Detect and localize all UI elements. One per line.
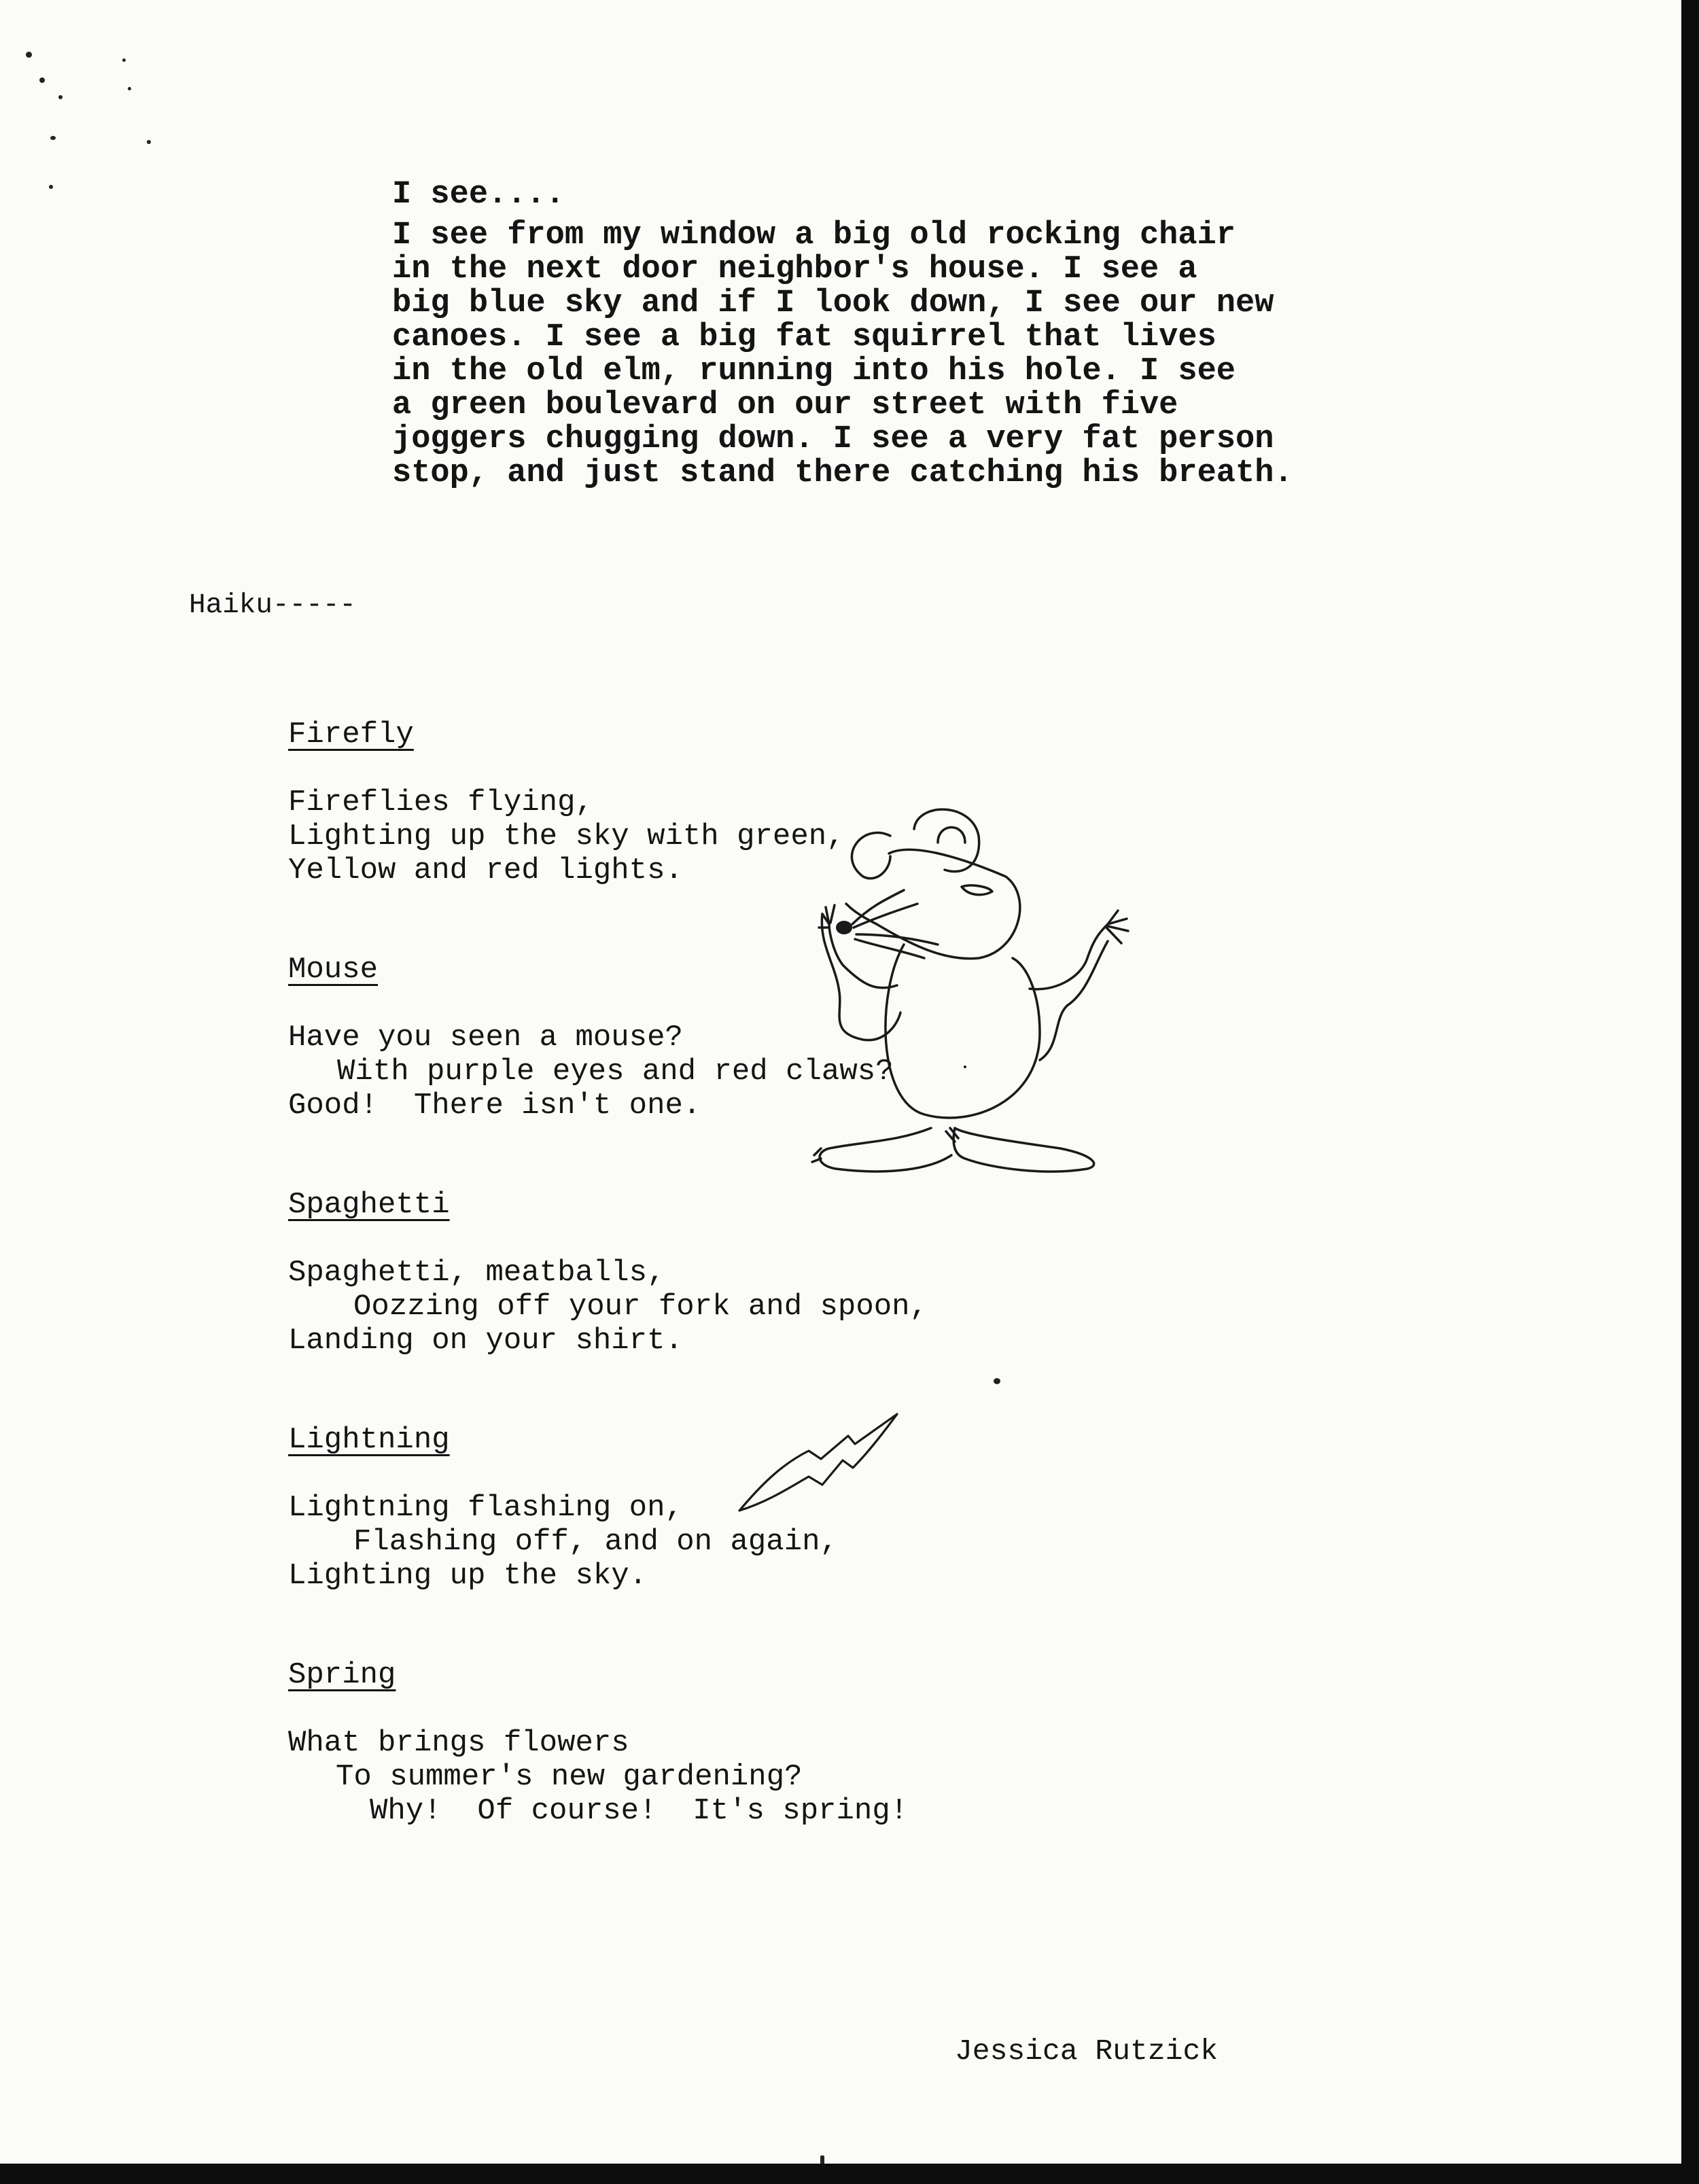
speck bbox=[49, 185, 53, 189]
author-signature: Jessica Rutzick bbox=[955, 2035, 1219, 2068]
poem-line: To summer's new gardening? bbox=[336, 1760, 803, 1794]
poem-line: Landing on your shirt. bbox=[288, 1324, 683, 1358]
poem-line: Oozzing off your fork and spoon, bbox=[353, 1290, 928, 1324]
poem-line: Lighting up the sky. bbox=[288, 1559, 648, 1593]
speck bbox=[128, 87, 131, 90]
poem-title-spaghetti: Spaghetti bbox=[288, 1188, 450, 1222]
haiku-heading: Haiku----- bbox=[189, 590, 357, 621]
poem-line: Good! There isn't one. bbox=[288, 1089, 701, 1123]
prose-line: in the next door neighbor's house. I see a bbox=[392, 251, 1197, 287]
prose-line: in the old elm, running into his hole. I see bbox=[392, 353, 1236, 389]
poem-line: Have you seen a mouse? bbox=[288, 1021, 683, 1055]
prose-line: big blue sky and if I look down, I see our new bbox=[392, 285, 1274, 321]
prose-line: I see from my window a big old rocking chair bbox=[392, 217, 1236, 253]
speck bbox=[122, 58, 126, 62]
poem-title-mouse: Mouse bbox=[288, 953, 379, 987]
poem-line: Why! Of course! It's spring! bbox=[370, 1794, 909, 1828]
speck bbox=[39, 77, 45, 83]
mouse-drawing-icon bbox=[809, 788, 1162, 1203]
poem-title-firefly: Firefly bbox=[288, 718, 414, 752]
poem-line: Flashing off, and on again, bbox=[353, 1525, 838, 1559]
poem-line: Spaghetti, meatballs, bbox=[288, 1256, 665, 1290]
i-see-heading: I see.... bbox=[392, 177, 565, 213]
poem-title-lightning: Lightning bbox=[288, 1423, 450, 1457]
poem-line: What brings flowers bbox=[288, 1726, 629, 1760]
poem-line: Lighting up the sky with green, bbox=[288, 820, 845, 853]
lightning-bolt-icon bbox=[734, 1410, 904, 1519]
prose-line: canoes. I see a big fat squirrel that lives bbox=[392, 319, 1216, 355]
speck bbox=[994, 1378, 1000, 1384]
prose-line: joggers chugging down. I see a very fat person bbox=[392, 421, 1274, 457]
speck bbox=[147, 140, 151, 144]
poem-line: Fireflies flying, bbox=[288, 786, 593, 820]
poem-line: Yellow and red lights. bbox=[288, 853, 683, 887]
speck bbox=[50, 136, 56, 140]
prose-line: stop, and just stand there catching his breath. bbox=[392, 455, 1293, 491]
poem-line: Lightning flashing on, bbox=[288, 1491, 683, 1525]
speck bbox=[58, 95, 63, 99]
speck bbox=[820, 2155, 824, 2164]
prose-line: a green boulevard on our street with five bbox=[392, 387, 1178, 423]
poem-line: With purple eyes and red claws? bbox=[337, 1055, 894, 1089]
poem-title-spring: Spring bbox=[288, 1658, 396, 1692]
speck bbox=[26, 52, 32, 58]
